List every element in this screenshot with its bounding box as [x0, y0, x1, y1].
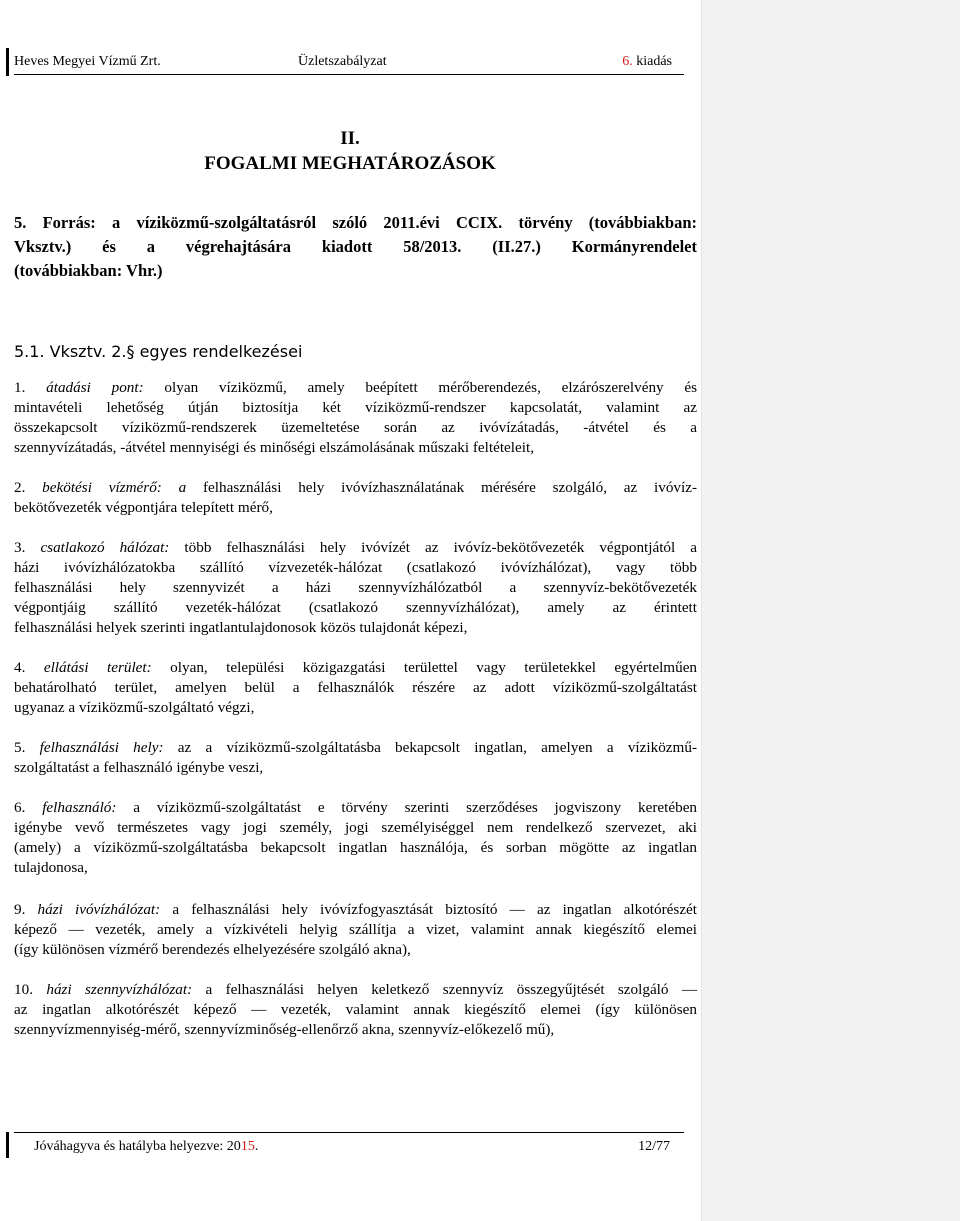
definition-text: olyan, települési közigazgatási területtel vagy területekkel egyértelműen: [170, 659, 698, 676]
footer-approval-dot: .: [254, 1139, 259, 1154]
definition-line: (így különösen vízmérő berendezés elhelyezésére szolgáló akna),: [14, 941, 411, 958]
definition-line: behatárolható terület, amelyen belül a felhasználók részére az adott víziközmű-szolgáltatást: [14, 679, 697, 696]
definition-line: összekapcsolt víziközmű-rendszerek üzemeltetése során az ivóvízátadás, -átvétel és a: [14, 419, 697, 436]
chapter-heading-line: (továbbiakban: Vhr.): [14, 261, 163, 280]
definition-text: olyan víziközmű, amely beépített mérőberendezés, elzárószerelvény és: [164, 379, 698, 396]
footer-page-number: 12/77: [638, 1139, 670, 1154]
definition-term: házi ivóvízhálózat:: [37, 901, 161, 918]
definition-number: 3.: [14, 539, 26, 556]
definition-line: [14, 738, 697, 758]
footer-change-bar: [6, 1132, 9, 1158]
section-number: II.: [340, 128, 360, 149]
footer-rule: [14, 1132, 684, 1133]
header-document-title: Üzletszabályzat: [298, 54, 387, 69]
definition-term: felhasználási hely:: [39, 739, 164, 756]
footer-approval-year: 15: [240, 1139, 255, 1154]
definition-line: szolgáltatást a felhasználó igénybe veszi,: [14, 759, 264, 776]
comment-margin-pane: [701, 0, 960, 1221]
header-change-bar: [6, 48, 9, 76]
page-footer: [14, 1139, 676, 1157]
header-rule: [14, 74, 684, 75]
header-edition-number: 6.: [622, 54, 633, 69]
definition-line: bekötővezeték végpontjára telepített mérő,: [14, 499, 273, 516]
definition-line: [14, 658, 697, 678]
footer-approval-label: Jóváhagyva és hatályba helyezve: 20: [34, 1139, 241, 1154]
definition-line: igénybe vevő természetes vagy jogi személy, jogi személyiséggel nem rendelkező szervezet, aki: [14, 819, 697, 836]
chapter-heading-line: 5. Forrás: a víziközmű-szolgáltatásról szóló 2011.évi CCIX. törvény (továbbiakban:: [14, 213, 697, 232]
definition-line: (amely) a víziközmű-szolgáltatásba bekapcsolt ingatlan használója, és sorban mögötte az ingatlan: [14, 839, 697, 856]
header-edition: [622, 54, 672, 70]
definition-line: szennyvízátadás, -átvétel mennyiségi és minőségi elszámolásának műszaki feltételeit,: [14, 439, 534, 456]
definition-line: képező — vezeték, amely a vízkivételi helyig szállítja a vizet, valamint annak kiegészítő elemei: [14, 921, 697, 938]
definition-term: átadási pont:: [46, 379, 144, 396]
header-company: Heves Megyei Vízmű Zrt.: [14, 54, 161, 69]
definition-line: ugyanaz a víziközmű-szolgáltató végzi,: [14, 699, 255, 716]
definition-number: 9.: [14, 901, 26, 918]
definition-line: [14, 378, 697, 398]
definition-number: 5.: [14, 739, 26, 756]
definition-number: 4.: [14, 659, 26, 676]
definition-term: felhasználó:: [42, 799, 117, 816]
definition-number: 6.: [14, 799, 26, 816]
definition-line: házi ivóvízhálózatokba szállító vízvezeték-hálózat (csatlakozó ivóvízhálózat), vagy több: [14, 559, 697, 576]
definition-line: felhasználási hely szennyvizét a házi szennyvízhálózatból a szennyvíz-bekötővezeték: [14, 579, 697, 596]
definition-number: 1.: [14, 379, 26, 396]
definition-term: bekötési vízmérő: a: [42, 479, 187, 496]
definition-line: [14, 798, 697, 818]
header-edition-word: kiadás: [636, 54, 672, 69]
definition-line: tulajdonosa,: [14, 859, 88, 876]
definition-text: felhasználási hely ivóvízhasználatának mérésére szolgáló, az ivóvíz-: [203, 479, 698, 496]
definition-line: [14, 478, 697, 498]
definition-line: mintavételi lehetőség útján biztosítja két víziközmű-rendszer kapcsolatát, valamint az: [14, 399, 697, 416]
page-header: [14, 54, 676, 72]
definition-text: a felhasználási hely ivóvízfogyasztását biztosító — az ingatlan alkotórészét: [172, 901, 698, 918]
definition-line: végpontjáig szállító vezeték-hálózat (csatlakozó szennyvízhálózat), amely az érintett: [14, 599, 697, 616]
definition-term: csatlakozó hálózat:: [40, 539, 170, 556]
definition-line: az ingatlan alkotórészét képező — vezeték, valamint annak kiegészítő elemei (így különösen: [14, 1001, 697, 1018]
definition-text: a víziközmű-szolgáltatást e törvény szerinti szerződéses jogviszony keretében: [133, 799, 698, 816]
definition-text: több felhasználási hely ivóvízét az ivóvíz-bekötővezeték végpontjától a: [184, 539, 698, 556]
definition-line: szennyvízmennyiség-mérő, szennyvízminőség-ellenőrző akna, szennyvíz-előkezelő mű),: [14, 1021, 555, 1038]
subsection-heading: 5.1. Vksztv. 2.§ egyes rendelkezései: [14, 342, 303, 361]
section-title: FOGALMI MEGHATÁROZÁSOK: [204, 153, 496, 174]
definition-number: 10.: [14, 981, 33, 998]
chapter-heading-line: Vksztv.) és a végrehajtására kiadott 58/2013. (II.27.) Kormányrendelet: [14, 237, 697, 256]
definition-number: 2.: [14, 479, 26, 496]
definition-text: az a víziközmű-szolgáltatásba bekapcsolt ingatlan, amelyen a víziközmű-: [177, 739, 697, 756]
definition-line: [14, 980, 697, 1000]
definition-line: [14, 538, 697, 558]
footer-approval: [34, 1139, 258, 1155]
definition-text: a felhasználási helyen keletkező szennyvíz összegyűjtését szolgáló —: [205, 981, 698, 998]
definition-line: felhasználási helyek szerinti ingatlantulajdonosok közös tulajdonát képezi,: [14, 619, 468, 636]
definition-line: [14, 900, 697, 920]
definition-term: ellátási terület:: [43, 659, 152, 676]
definition-term: házi szennyvízhálózat:: [46, 981, 193, 998]
